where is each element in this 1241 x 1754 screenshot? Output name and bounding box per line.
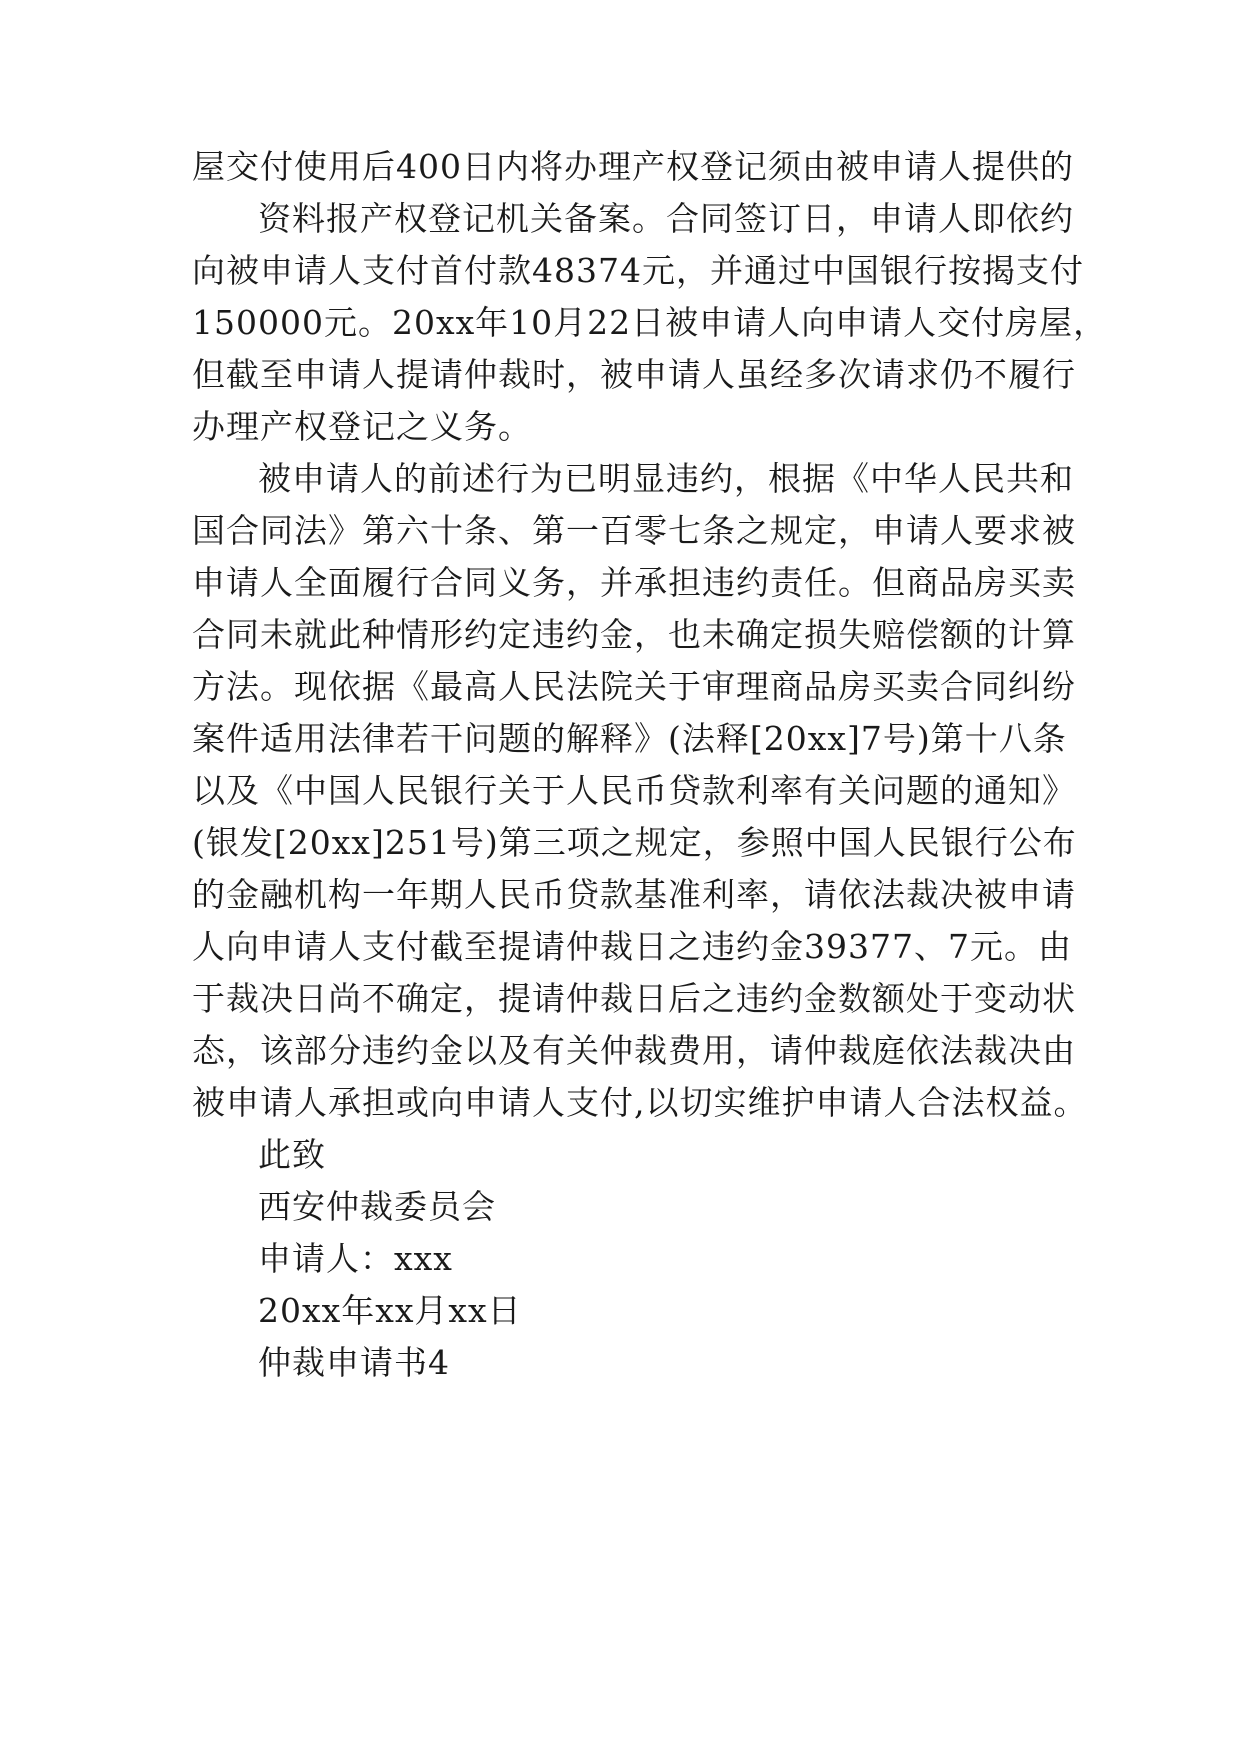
body-line-18: 态，该部分违约金以及有关仲裁费用，请仲裁庭依法裁决由: [192, 1031, 1076, 1070]
body-line-9: 申请人全面履行合同义务，并承担违约责任。但商品房买卖: [192, 563, 1076, 602]
body-line-15: 的金融机构一年期人民币贷款基准利率，请依法裁决被申请: [192, 875, 1076, 914]
body-line-12: 案件适用法律若干问题的解释》(法释[20xx]7号)第十八条: [192, 719, 1067, 758]
body-line-16: 人向申请人支付截至提请仲裁日之违约金39377、7元。由: [192, 927, 1072, 966]
body-line-19: 被申请人承担或向申请人支付,以切实维护申请人合法权益。: [192, 1083, 1088, 1122]
body-line-8: 国合同法》第六十条、第一百零七条之规定，申请人要求被: [192, 511, 1076, 550]
recipient: 西安仲裁委员会: [258, 1187, 496, 1226]
body-line-14: (银发[20xx]251号)第三项之规定，参照中国人民银行公布: [192, 823, 1077, 862]
body-line-13: 以及《中国人民银行关于人民币贷款利率有关问题的通知》: [192, 771, 1076, 810]
body-line-17: 于裁决日尚不确定，提请仲裁日后之违约金数额处于变动状: [192, 979, 1076, 1018]
body-line-2: 资料报产权登记机关备案。合同签订日，申请人即依约: [258, 199, 1074, 238]
salutation: 此致: [258, 1135, 326, 1174]
body-line-4: 150000元。20xx年10月22日被申请人向申请人交付房屋，: [192, 303, 1108, 342]
section-heading: 仲裁申请书4: [258, 1343, 450, 1382]
body-line-1: 屋交付使用后400日内将办理产权登记须由被申请人提供的: [192, 147, 1074, 186]
document-date: 20xx年xx月xx日: [258, 1291, 522, 1330]
body-line-10: 合同未就此种情形约定违约金，也未确定损失赔偿额的计算: [192, 615, 1076, 654]
body-line-11: 方法。现依据《最高人民法院关于审理商品房买卖合同纠纷: [192, 667, 1076, 706]
body-line-3: 向被申请人支付首付款48374元，并通过中国银行按揭支付: [192, 251, 1084, 290]
body-line-5: 但截至申请人提请仲裁时，被申请人虽经多次请求仍不履行: [192, 355, 1076, 394]
body-line-7: 被申请人的前述行为已明显违约，根据《中华人民共和: [258, 459, 1074, 498]
body-line-6: 办理产权登记之义务。: [192, 407, 532, 446]
applicant-signature: 申请人：xxx: [258, 1239, 453, 1278]
